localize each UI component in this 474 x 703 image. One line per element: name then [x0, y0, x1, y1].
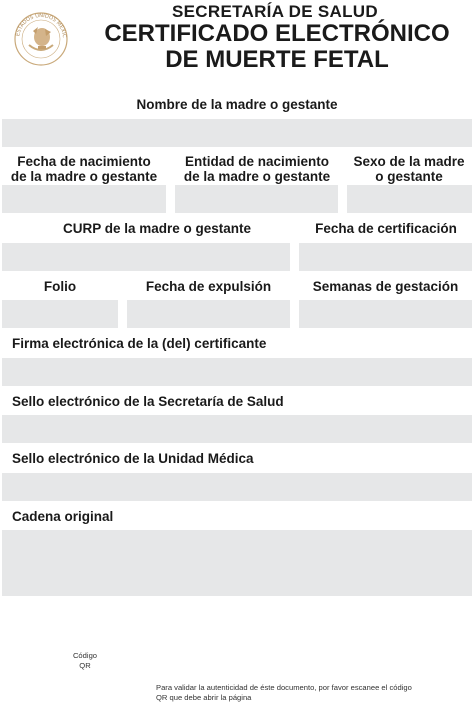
expulsion-date-label: Fecha de expulsión	[145, 279, 272, 294]
medical-unit-seal-field	[2, 473, 472, 501]
expulsion-date-field	[127, 300, 290, 328]
folio-field	[2, 300, 118, 328]
gestation-weeks-label: Semanas de gestación	[312, 279, 459, 294]
validation-note: Para validar la autenticidad de éste documento, por favor escanee el código QR que debe abrir la página	[156, 683, 412, 702]
mother-sex-label: Sexo de la madre o gestante	[353, 154, 465, 184]
folio-label: Folio	[43, 279, 77, 294]
title-line-2: DE MUERTE FETAL	[165, 46, 389, 73]
agency-name: SECRETARÍA DE SALUD	[172, 2, 378, 21]
certifier-signature-field	[2, 358, 472, 386]
mother-curp-label: CURP de la madre o gestante	[62, 221, 252, 236]
qr-code-placeholder: Código QR	[72, 651, 98, 670]
gestation-weeks-field	[299, 300, 472, 328]
health-secretariat-seal-label: Sello electrónico de la Secretaría de Salud	[12, 394, 284, 409]
certification-date-field	[299, 243, 472, 271]
original-chain-label: Cadena original	[12, 509, 114, 524]
medical-unit-seal-label: Sello electrónico de la Unidad Médica	[12, 451, 254, 466]
mother-birth-state-label: Entidad de nacimiento de la madre o gestante	[183, 154, 331, 184]
certification-date-label: Fecha de certificación	[315, 221, 457, 236]
seal-lettering: ESTADOS UNIDOS MEXIC	[15, 12, 68, 39]
mother-birthdate-label: Fecha de nacimiento de la madre o gestante	[10, 154, 158, 184]
mother-name-label: Nombre de la madre o gestante	[136, 97, 338, 112]
mother-birth-state-field	[175, 185, 338, 213]
document-title	[84, 21, 470, 73]
national-seal-logo	[11, 9, 71, 67]
certifier-signature-label: Firma electrónica de la (del) certificante	[12, 336, 267, 351]
mother-birthdate-field	[2, 185, 166, 213]
mother-curp-field	[2, 243, 290, 271]
title-line-1: CERTIFICADO ELECTRÓNICO	[104, 20, 450, 47]
mother-name-field	[2, 119, 472, 147]
mother-sex-field	[347, 185, 472, 213]
original-chain-field	[2, 530, 472, 596]
health-secretariat-seal-field	[2, 415, 472, 443]
